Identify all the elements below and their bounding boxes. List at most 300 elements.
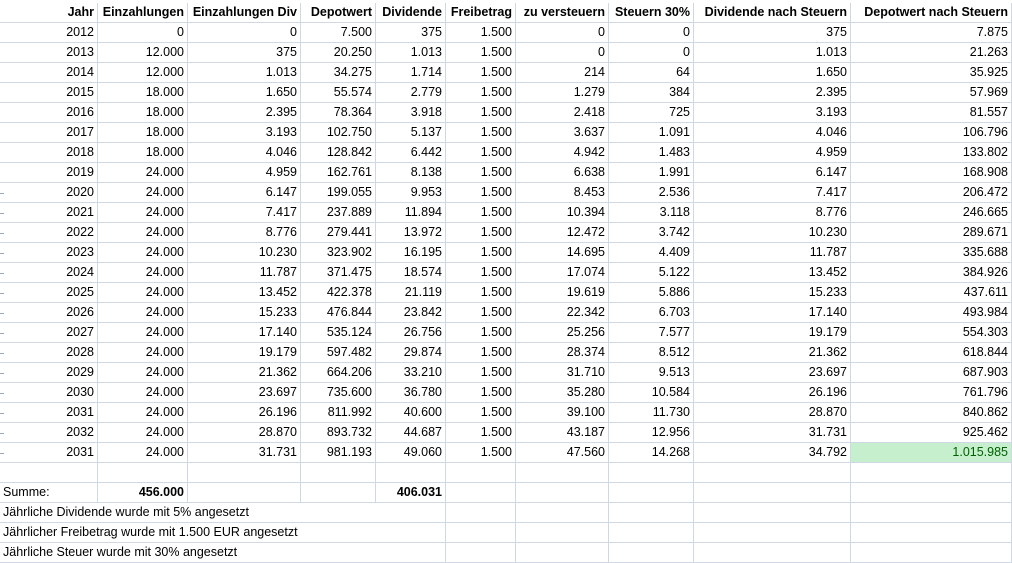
cell-einzahlungen[interactable]: 24.000 (98, 323, 188, 343)
cell-steuern[interactable]: 5.122 (609, 263, 694, 283)
table-row (0, 383, 1012, 403)
cell-zu-versteuern[interactable]: 25.256 (516, 323, 609, 343)
cell-jahr[interactable]: 2020 (0, 183, 98, 203)
cell-depotwert-nach-steuern[interactable]: 7.875 (851, 23, 1012, 43)
cell-depotwert[interactable]: 279.441 (301, 223, 376, 243)
cell-dividende-nach-steuern[interactable]: 15.233 (694, 283, 851, 303)
cell-einzahlungen[interactable]: 18.000 (98, 143, 188, 163)
cell-zu-versteuern[interactable]: 14.695 (516, 243, 609, 263)
cell-jahr[interactable]: 2022 (0, 223, 98, 243)
column-header-einzahlungen-div[interactable]: Einzahlungen Div (188, 3, 301, 23)
cell-zu-versteuern[interactable] (516, 503, 609, 523)
cell-einzahlungen[interactable] (98, 463, 188, 483)
cell-depotwert-nach-steuern[interactable]: 493.984 (851, 303, 1012, 323)
cell-einzahlungen-div[interactable]: 6.147 (188, 183, 301, 203)
cell-depotwert-nach-steuern[interactable] (851, 523, 1012, 543)
cell-einzahlungen-div[interactable]: 4.046 (188, 143, 301, 163)
note-row (0, 523, 1012, 543)
cell-zu-versteuern[interactable]: 10.394 (516, 203, 609, 223)
cell-depotwert[interactable]: 535.124 (301, 323, 376, 343)
cell-dividende-nach-steuern[interactable]: 17.140 (694, 303, 851, 323)
cell-steuern[interactable]: 2.536 (609, 183, 694, 203)
table-row (0, 203, 1012, 223)
cell-steuern[interactable]: 7.577 (609, 323, 694, 343)
cell-dividende-nach-steuern[interactable] (694, 463, 851, 483)
cell-einzahlungen-div[interactable]: 7.417 (188, 203, 301, 223)
cell-depotwert-nach-steuern[interactable]: 168.908 (851, 163, 1012, 183)
cell-depotwert[interactable]: 237.889 (301, 203, 376, 223)
cell-depotwert-nach-steuern[interactable]: 106.796 (851, 123, 1012, 143)
cell-jahr[interactable]: 2019 (0, 163, 98, 183)
cell-freibetrag[interactable]: 1.500 (446, 323, 516, 343)
cell-einzahlungen-div[interactable]: 21.362 (188, 363, 301, 383)
cell-dividende[interactable]: 26.756 (376, 323, 446, 343)
cell-dividende[interactable]: 21.119 (376, 283, 446, 303)
table-row (0, 303, 1012, 323)
cell-freibetrag[interactable]: 1.500 (446, 163, 516, 183)
cell-einzahlungen-div[interactable]: 31.731 (188, 443, 301, 463)
cell-dividende-nach-steuern[interactable]: 23.697 (694, 363, 851, 383)
cell-jahr[interactable]: 2027 (0, 323, 98, 343)
cell-steuern[interactable]: 0 (609, 43, 694, 63)
cell-einzahlungen[interactable]: 24.000 (98, 203, 188, 223)
cell-steuern[interactable]: 725 (609, 103, 694, 123)
note-text[interactable]: Jährliche Dividende wurde mit 5% angesetzt (0, 503, 376, 523)
cell-zu-versteuern[interactable]: 3.637 (516, 123, 609, 143)
cell-dividende-nach-steuern[interactable]: 1.013 (694, 43, 851, 63)
cell-depotwert[interactable]: 102.750 (301, 123, 376, 143)
cell-einzahlungen[interactable]: 12.000 (98, 63, 188, 83)
cell-einzahlungen[interactable]: 24.000 (98, 403, 188, 423)
cell-dividende-nach-steuern[interactable]: 4.959 (694, 143, 851, 163)
cell-einzahlungen-div[interactable]: 0 (188, 23, 301, 43)
cell-jahr[interactable]: 2025 (0, 283, 98, 303)
cell-zu-versteuern[interactable]: 31.710 (516, 363, 609, 383)
cell-freibetrag[interactable]: 1.500 (446, 223, 516, 243)
cell-einzahlungen[interactable]: 24.000 (98, 163, 188, 183)
column-header-depotwert[interactable]: Depotwert (301, 3, 376, 23)
cell-zu-versteuern[interactable] (516, 483, 609, 503)
row-header-tick (0, 373, 4, 374)
cell-depotwert[interactable]: 735.600 (301, 383, 376, 403)
cell-zu-versteuern[interactable]: 1.279 (516, 83, 609, 103)
cell-depotwert[interactable]: 20.250 (301, 43, 376, 63)
cell-dividende-nach-steuern[interactable]: 19.179 (694, 323, 851, 343)
cell-depotwert-nach-steuern[interactable]: 1.015.985 (851, 443, 1012, 463)
cell-depotwert-nach-steuern[interactable]: 81.557 (851, 103, 1012, 123)
cell-steuern[interactable]: 1.091 (609, 123, 694, 143)
cell-einzahlungen-div[interactable]: 15.233 (188, 303, 301, 323)
cell-steuern[interactable] (609, 483, 694, 503)
cell-steuern[interactable] (609, 503, 694, 523)
table-row (0, 163, 1012, 183)
cell-dividende[interactable]: 33.210 (376, 363, 446, 383)
cell-depotwert[interactable]: 981.193 (301, 443, 376, 463)
cell-jahr[interactable]: 2030 (0, 383, 98, 403)
cell-depotwert-nach-steuern[interactable] (851, 543, 1012, 563)
column-header-einzahlungen[interactable]: Einzahlungen (98, 3, 188, 23)
cell-einzahlungen[interactable]: 24.000 (98, 243, 188, 263)
cell-zu-versteuern[interactable]: 4.942 (516, 143, 609, 163)
cell-dividende[interactable]: 29.874 (376, 343, 446, 363)
row-header-tick (0, 433, 4, 434)
cell-dividende[interactable] (376, 543, 446, 563)
cell-depotwert-nach-steuern[interactable]: 206.472 (851, 183, 1012, 203)
column-header-jahr[interactable]: Jahr (0, 3, 98, 23)
cell-jahr[interactable]: 2015 (0, 83, 98, 103)
cell-freibetrag[interactable]: 1.500 (446, 43, 516, 63)
cell-depotwert[interactable] (301, 463, 376, 483)
cell-dividende[interactable]: 1.714 (376, 63, 446, 83)
row-header-tick (0, 353, 4, 354)
cell-dividende[interactable]: 11.894 (376, 203, 446, 223)
cell-depotwert[interactable]: 7.500 (301, 23, 376, 43)
cell-jahr[interactable]: 2021 (0, 203, 98, 223)
cell-depotwert-nach-steuern[interactable]: 761.796 (851, 383, 1012, 403)
cell-einzahlungen[interactable]: 24.000 (98, 263, 188, 283)
cell-zu-versteuern[interactable]: 28.374 (516, 343, 609, 363)
table-row (0, 243, 1012, 263)
cell-depotwert[interactable]: 893.732 (301, 423, 376, 443)
cell-depotwert-nach-steuern[interactable]: 21.263 (851, 43, 1012, 63)
table-row (0, 343, 1012, 363)
cell-freibetrag[interactable]: 1.500 (446, 283, 516, 303)
cell-einzahlungen-div[interactable]: 3.193 (188, 123, 301, 143)
cell-einzahlungen[interactable]: 24.000 (98, 343, 188, 363)
cell-einzahlungen[interactable]: 24.000 (98, 223, 188, 243)
cell-jahr[interactable]: 2017 (0, 123, 98, 143)
column-header-dividende-nach-steuern[interactable]: Dividende nach Steuern (694, 3, 851, 23)
column-header-depotwert-nach-steuern[interactable]: Depotwert nach Steuern (851, 3, 1012, 23)
cell-steuern[interactable]: 5.886 (609, 283, 694, 303)
cell-zu-versteuern[interactable]: 214 (516, 63, 609, 83)
table-row (0, 103, 1012, 123)
cell-dividende-nach-steuern[interactable]: 21.362 (694, 343, 851, 363)
cell-freibetrag[interactable]: 1.500 (446, 383, 516, 403)
cell-einzahlungen-div[interactable]: 1.013 (188, 63, 301, 83)
cell-freibetrag[interactable]: 1.500 (446, 243, 516, 263)
table-row (0, 263, 1012, 283)
table-row (0, 323, 1012, 343)
cell-steuern[interactable]: 12.956 (609, 423, 694, 443)
cell-steuern[interactable]: 1.991 (609, 163, 694, 183)
cell-depotwert[interactable]: 55.574 (301, 83, 376, 103)
cell-einzahlungen-div[interactable]: 23.697 (188, 383, 301, 403)
cell-depotwert[interactable]: 664.206 (301, 363, 376, 383)
cell-einzahlungen-div[interactable]: 375 (188, 43, 301, 63)
cell-dividende-nach-steuern[interactable]: 26.196 (694, 383, 851, 403)
cell-jahr[interactable]: 2018 (0, 143, 98, 163)
row-header-tick (0, 413, 4, 414)
cell-einzahlungen-div[interactable]: 17.140 (188, 323, 301, 343)
cell-zu-versteuern[interactable]: 19.619 (516, 283, 609, 303)
cell-dividende-nach-steuern[interactable] (694, 483, 851, 503)
cell-dividende-nach-steuern[interactable] (694, 503, 851, 523)
cell-depotwert[interactable]: 162.761 (301, 163, 376, 183)
table-row (0, 283, 1012, 303)
cell-jahr[interactable]: 2031 (0, 403, 98, 423)
cell-zu-versteuern[interactable]: 12.472 (516, 223, 609, 243)
cell-dividende[interactable]: 44.687 (376, 423, 446, 443)
cell-zu-versteuern[interactable]: 0 (516, 23, 609, 43)
cell-einzahlungen[interactable]: 24.000 (98, 363, 188, 383)
column-header-freibetrag[interactable]: Freibetrag (446, 3, 516, 23)
cell-depotwert-nach-steuern[interactable]: 384.926 (851, 263, 1012, 283)
cell-dividende[interactable]: 6.442 (376, 143, 446, 163)
cell-dividende-nach-steuern[interactable] (694, 523, 851, 543)
cell-jahr[interactable]: 2013 (0, 43, 98, 63)
cell-dividende-nach-steuern[interactable]: 28.870 (694, 403, 851, 423)
cell-dividende[interactable]: 18.574 (376, 263, 446, 283)
cell-einzahlungen-div[interactable]: 10.230 (188, 243, 301, 263)
empty-row (0, 463, 1012, 483)
cell-freibetrag[interactable]: 1.500 (446, 83, 516, 103)
cell-dividende-nach-steuern[interactable]: 10.230 (694, 223, 851, 243)
cell-einzahlungen-div[interactable]: 19.179 (188, 343, 301, 363)
cell-dividende[interactable]: 1.013 (376, 43, 446, 63)
cell-dividende-nach-steuern[interactable]: 3.193 (694, 103, 851, 123)
cell-freibetrag[interactable]: 1.500 (446, 443, 516, 463)
note-row (0, 503, 1012, 523)
cell-depotwert-nach-steuern[interactable]: 246.665 (851, 203, 1012, 223)
cell-zu-versteuern[interactable]: 0 (516, 43, 609, 63)
cell-freibetrag[interactable]: 1.500 (446, 103, 516, 123)
cell-einzahlungen[interactable]: 24.000 (98, 443, 188, 463)
cell-depotwert-nach-steuern[interactable] (851, 483, 1012, 503)
cell-einzahlungen-div[interactable] (188, 483, 301, 503)
cell-dividende-nach-steuern[interactable]: 2.395 (694, 83, 851, 103)
cell-zu-versteuern[interactable]: 39.100 (516, 403, 609, 423)
cell-steuern[interactable]: 0 (609, 23, 694, 43)
cell-depotwert-nach-steuern[interactable]: 925.462 (851, 423, 1012, 443)
cell-einzahlungen-div[interactable]: 2.395 (188, 103, 301, 123)
cell-jahr[interactable]: 2031 (0, 443, 98, 463)
cell-freibetrag[interactable]: 1.500 (446, 403, 516, 423)
cell-freibetrag[interactable]: 1.500 (446, 203, 516, 223)
cell-zu-versteuern[interactable] (516, 463, 609, 483)
cell-jahr[interactable]: 2032 (0, 423, 98, 443)
cell-freibetrag[interactable] (446, 463, 516, 483)
cell-freibetrag[interactable]: 1.500 (446, 343, 516, 363)
cell-dividende[interactable]: 23.842 (376, 303, 446, 323)
cell-dividende[interactable]: 16.195 (376, 243, 446, 263)
summary-label[interactable]: Summe: (0, 483, 98, 503)
cell-steuern[interactable]: 384 (609, 83, 694, 103)
cell-depotwert-nach-steuern[interactable] (851, 463, 1012, 483)
cell-dividende-nach-steuern[interactable]: 31.731 (694, 423, 851, 443)
summary-einzahlungen[interactable]: 456.000 (98, 483, 188, 503)
cell-freibetrag[interactable]: 1.500 (446, 363, 516, 383)
cell-depotwert-nach-steuern[interactable]: 840.862 (851, 403, 1012, 423)
column-header-steuern[interactable]: Steuern 30% (609, 3, 694, 23)
cell-einzahlungen-div[interactable]: 8.776 (188, 223, 301, 243)
cell-steuern[interactable] (609, 523, 694, 543)
cell-freibetrag[interactable] (446, 543, 516, 563)
cell-depotwert-nach-steuern[interactable]: 57.969 (851, 83, 1012, 103)
cell-freibetrag[interactable]: 1.500 (446, 143, 516, 163)
cell-dividende[interactable]: 5.137 (376, 123, 446, 143)
cell-depotwert-nach-steuern[interactable]: 687.903 (851, 363, 1012, 383)
table-row (0, 363, 1012, 383)
cell-dividende-nach-steuern[interactable]: 13.452 (694, 263, 851, 283)
cell-dividende[interactable]: 375 (376, 23, 446, 43)
cell-dividende[interactable]: 36.780 (376, 383, 446, 403)
cell-steuern[interactable]: 4.409 (609, 243, 694, 263)
cell-dividende-nach-steuern[interactable]: 1.650 (694, 63, 851, 83)
cell-dividende[interactable]: 8.138 (376, 163, 446, 183)
cell-freibetrag[interactable] (446, 483, 516, 503)
cell-dividende[interactable]: 3.918 (376, 103, 446, 123)
cell-jahr[interactable]: 2014 (0, 63, 98, 83)
cell-jahr[interactable]: 2029 (0, 363, 98, 383)
cell-steuern[interactable]: 14.268 (609, 443, 694, 463)
cell-dividende-nach-steuern[interactable]: 7.417 (694, 183, 851, 203)
cell-dividende[interactable]: 49.060 (376, 443, 446, 463)
cell-steuern[interactable] (609, 543, 694, 563)
cell-dividende-nach-steuern[interactable]: 8.776 (694, 203, 851, 223)
cell-depotwert-nach-steuern[interactable]: 35.925 (851, 63, 1012, 83)
cell-depotwert[interactable]: 422.378 (301, 283, 376, 303)
cell-depotwert-nach-steuern[interactable]: 335.688 (851, 243, 1012, 263)
cell-steuern[interactable]: 10.584 (609, 383, 694, 403)
cell-freibetrag[interactable]: 1.500 (446, 263, 516, 283)
cell-zu-versteuern[interactable]: 6.638 (516, 163, 609, 183)
cell-steuern[interactable]: 3.118 (609, 203, 694, 223)
cell-dividende[interactable] (376, 503, 446, 523)
cell-zu-versteuern[interactable] (516, 523, 609, 543)
cell-einzahlungen-div[interactable]: 1.650 (188, 83, 301, 103)
cell-einzahlungen[interactable]: 24.000 (98, 183, 188, 203)
cell-jahr[interactable]: 2012 (0, 23, 98, 43)
cell-depotwert[interactable]: 811.992 (301, 403, 376, 423)
row-header-tick (0, 253, 4, 254)
cell-depotwert-nach-steuern[interactable]: 133.802 (851, 143, 1012, 163)
cell-dividende-nach-steuern[interactable]: 34.792 (694, 443, 851, 463)
cell-freibetrag[interactable] (446, 503, 516, 523)
table-row (0, 443, 1012, 463)
cell-depotwert[interactable] (301, 483, 376, 503)
cell-depotwert[interactable]: 597.482 (301, 343, 376, 363)
cell-einzahlungen-div[interactable]: 28.870 (188, 423, 301, 443)
cell-einzahlungen[interactable]: 24.000 (98, 423, 188, 443)
cell-zu-versteuern[interactable] (516, 543, 609, 563)
table-row (0, 223, 1012, 243)
cell-einzahlungen[interactable]: 12.000 (98, 43, 188, 63)
note-row (0, 543, 1012, 563)
cell-einzahlungen[interactable]: 24.000 (98, 283, 188, 303)
cell-dividende[interactable]: 9.953 (376, 183, 446, 203)
cell-einzahlungen-div[interactable]: 26.196 (188, 403, 301, 423)
cell-zu-versteuern[interactable]: 17.074 (516, 263, 609, 283)
cell-einzahlungen[interactable]: 18.000 (98, 123, 188, 143)
cell-einzahlungen[interactable]: 24.000 (98, 303, 188, 323)
cell-depotwert-nach-steuern[interactable]: 289.671 (851, 223, 1012, 243)
cell-einzahlungen[interactable]: 0 (98, 23, 188, 43)
cell-dividende[interactable]: 2.779 (376, 83, 446, 103)
cell-steuern[interactable]: 6.703 (609, 303, 694, 323)
row-header-tick (0, 233, 4, 234)
cell-depotwert[interactable]: 34.275 (301, 63, 376, 83)
cell-steuern[interactable]: 11.730 (609, 403, 694, 423)
cell-einzahlungen-div[interactable] (188, 463, 301, 483)
cell-jahr[interactable]: 2024 (0, 263, 98, 283)
cell-jahr[interactable]: 2023 (0, 243, 98, 263)
cell-steuern[interactable]: 9.513 (609, 363, 694, 383)
cell-steuern[interactable] (609, 463, 694, 483)
cell-einzahlungen-div[interactable]: 13.452 (188, 283, 301, 303)
cell-freibetrag[interactable]: 1.500 (446, 183, 516, 203)
cell-jahr[interactable] (0, 463, 98, 483)
column-header-dividende[interactable]: Dividende (376, 3, 446, 23)
cell-depotwert-nach-steuern[interactable]: 554.303 (851, 323, 1012, 343)
cell-jahr[interactable]: 2028 (0, 343, 98, 363)
cell-freibetrag[interactable]: 1.500 (446, 303, 516, 323)
column-header-zu-versteuern[interactable]: zu versteuern (516, 3, 609, 23)
cell-depotwert[interactable]: 323.902 (301, 243, 376, 263)
cell-steuern[interactable]: 3.742 (609, 223, 694, 243)
cell-einzahlungen[interactable]: 18.000 (98, 103, 188, 123)
cell-jahr[interactable]: 2016 (0, 103, 98, 123)
cell-dividende-nach-steuern[interactable] (694, 543, 851, 563)
cell-dividende[interactable] (376, 523, 446, 543)
cell-dividende[interactable]: 40.600 (376, 403, 446, 423)
cell-depotwert[interactable]: 199.055 (301, 183, 376, 203)
cell-depotwert[interactable]: 78.364 (301, 103, 376, 123)
cell-zu-versteuern[interactable]: 35.280 (516, 383, 609, 403)
row-header-tick (0, 193, 4, 194)
cell-freibetrag[interactable]: 1.500 (446, 23, 516, 43)
row-header-tick (0, 293, 4, 294)
cell-freibetrag[interactable]: 1.500 (446, 423, 516, 443)
cell-einzahlungen[interactable]: 24.000 (98, 383, 188, 403)
cell-steuern[interactable]: 64 (609, 63, 694, 83)
cell-depotwert[interactable]: 371.475 (301, 263, 376, 283)
table-row (0, 183, 1012, 203)
cell-depotwert-nach-steuern[interactable]: 618.844 (851, 343, 1012, 363)
cell-dividende-nach-steuern[interactable]: 375 (694, 23, 851, 43)
cell-zu-versteuern[interactable]: 43.187 (516, 423, 609, 443)
note-text[interactable]: Jährliche Steuer wurde mit 30% angesetzt (0, 543, 376, 563)
note-text[interactable]: Jährlicher Freibetrag wurde mit 1.500 EUR angesetzt (0, 523, 376, 543)
cell-einzahlungen[interactable]: 18.000 (98, 83, 188, 103)
cell-einzahlungen-div[interactable]: 11.787 (188, 263, 301, 283)
cell-steuern[interactable]: 8.512 (609, 343, 694, 363)
cell-freibetrag[interactable] (446, 523, 516, 543)
cell-einzahlungen-div[interactable]: 4.959 (188, 163, 301, 183)
table-row (0, 403, 1012, 423)
cell-dividende-nach-steuern[interactable]: 6.147 (694, 163, 851, 183)
cell-freibetrag[interactable]: 1.500 (446, 123, 516, 143)
cell-depotwert[interactable]: 476.844 (301, 303, 376, 323)
cell-dividende[interactable]: 13.972 (376, 223, 446, 243)
cell-dividende-nach-steuern[interactable]: 4.046 (694, 123, 851, 143)
cell-depotwert-nach-steuern[interactable] (851, 503, 1012, 523)
row-header-tick (0, 273, 4, 274)
cell-zu-versteuern[interactable]: 8.453 (516, 183, 609, 203)
cell-freibetrag[interactable]: 1.500 (446, 63, 516, 83)
summary-dividende[interactable]: 406.031 (376, 483, 446, 503)
cell-depotwert[interactable]: 128.842 (301, 143, 376, 163)
cell-dividende-nach-steuern[interactable]: 11.787 (694, 243, 851, 263)
cell-dividende[interactable] (376, 463, 446, 483)
cell-steuern[interactable]: 1.483 (609, 143, 694, 163)
row-header-edge (0, 0, 6, 563)
cell-depotwert-nach-steuern[interactable]: 437.611 (851, 283, 1012, 303)
cell-jahr[interactable]: 2026 (0, 303, 98, 323)
cell-zu-versteuern[interactable]: 2.418 (516, 103, 609, 123)
cell-zu-versteuern[interactable]: 22.342 (516, 303, 609, 323)
cell-zu-versteuern[interactable]: 47.560 (516, 443, 609, 463)
